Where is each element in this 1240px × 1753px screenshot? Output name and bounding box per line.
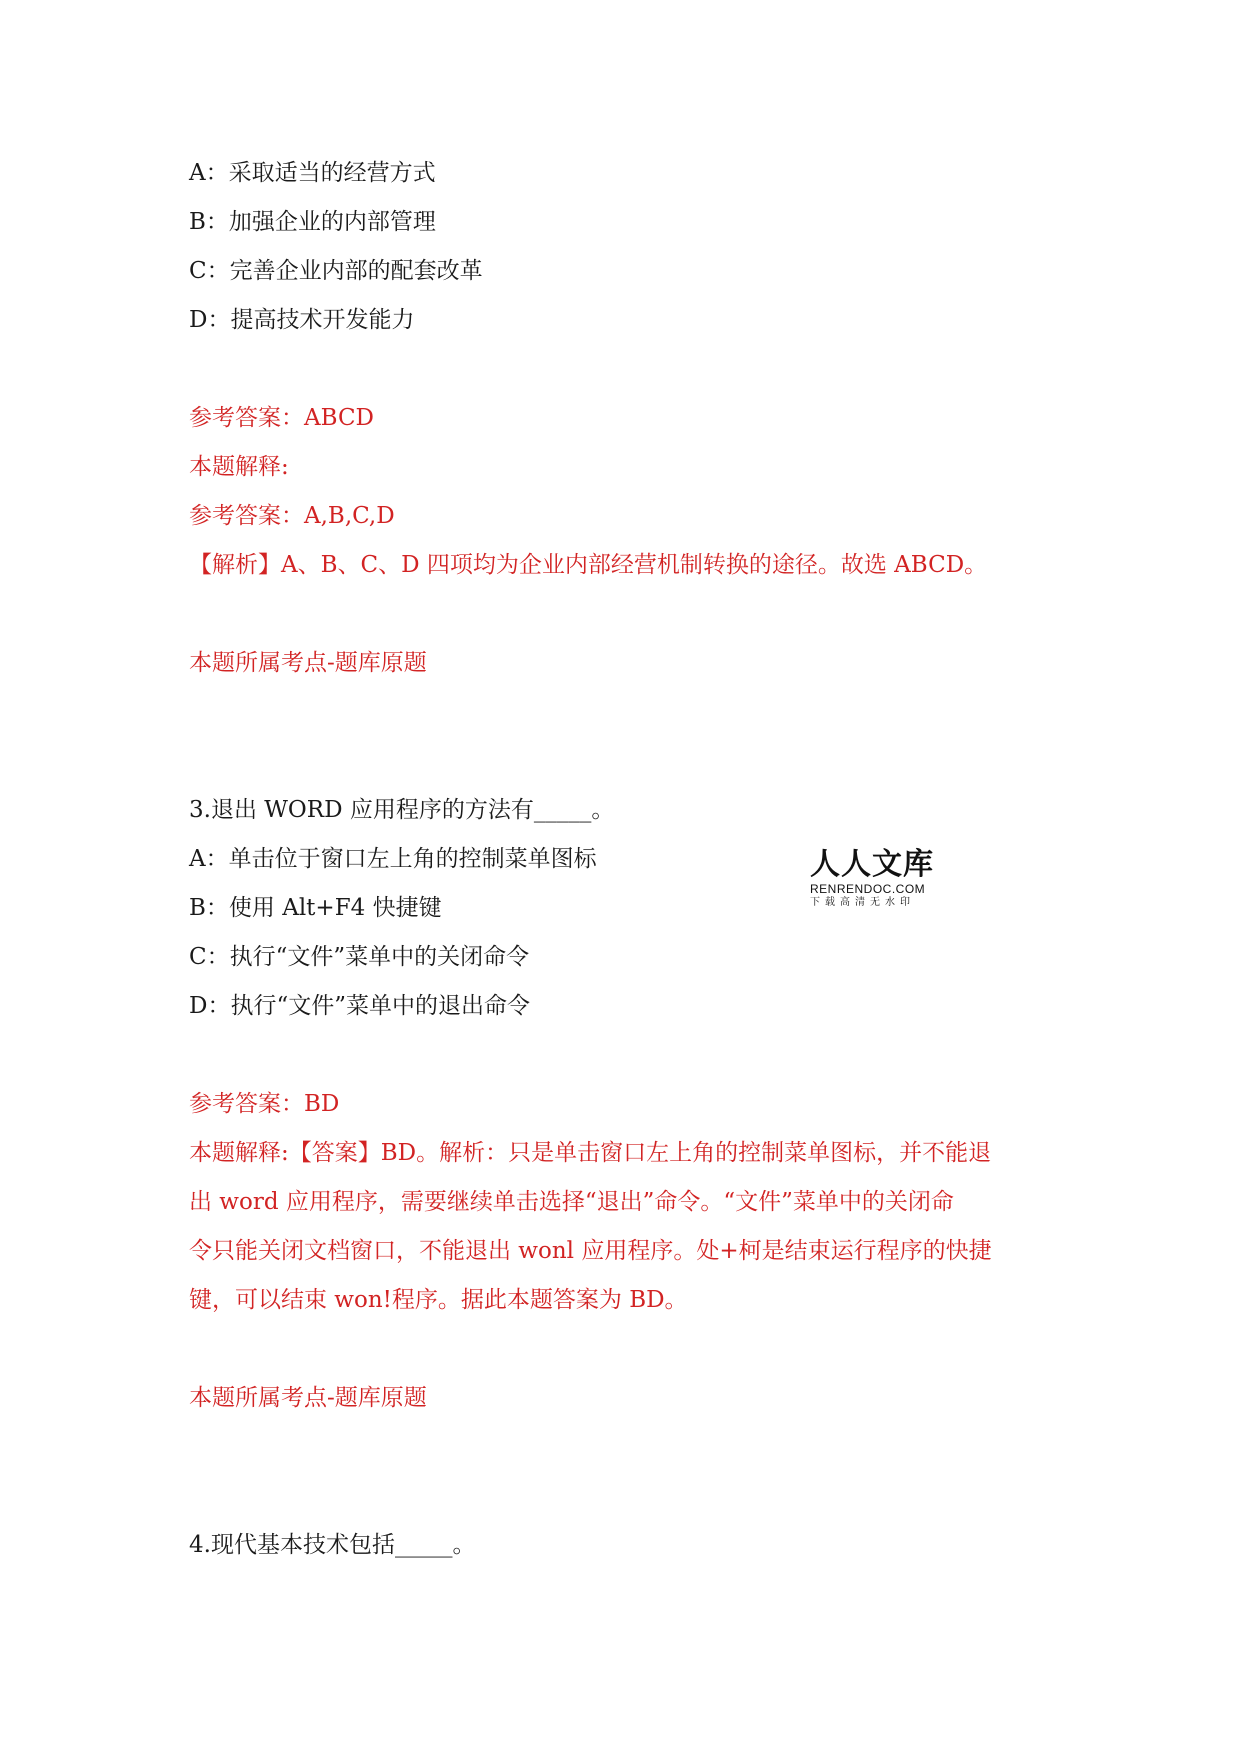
watermark-url: RENRENDOC.COM <box>810 882 926 896</box>
renrendoc-watermark <box>810 848 940 912</box>
q3-explanation-line-2: 出 word 应用程序，需要继续单击选择“退出”命令。“文件”菜单中的关闭命 <box>189 1189 954 1215</box>
watermark-subtitle: 下载高清无水印 <box>810 897 915 908</box>
q2-option-c: C：完善企业内部的配套改革 <box>189 258 483 284</box>
q3-option-b: B：使用 Alt+F4 快捷键 <box>189 895 442 921</box>
q2-analysis: 【解析】A、B、C、D 四项均为企业内部经营机制转换的途径。故选 ABCD。 <box>189 552 988 578</box>
q2-option-d: D：提高技术开发能力 <box>189 307 415 333</box>
q3-question: 3.退出 WORD 应用程序的方法有_____。 <box>189 797 615 823</box>
watermark-title: 人人文库 <box>810 847 934 882</box>
q3-explanation-line-3: 令只能关闭文档窗口，不能退出 wonl 应用程序。处+柯是结束运行程序的快捷 <box>189 1238 992 1264</box>
q3-topic: 本题所属考点-题库原题 <box>189 1385 427 1411</box>
q3-option-a: A：单击位于窗口左上角的控制菜单图标 <box>189 846 597 872</box>
q2-answer-repeat: 参考答案：A,B,C,D <box>189 503 395 529</box>
q3-explanation-line-4: 键，可以结束 won!程序。据此本题答案为 BD。 <box>189 1287 688 1313</box>
q2-option-a: A：采取适当的经营方式 <box>189 160 436 186</box>
q2-explanation-label: 本题解释: <box>189 454 289 480</box>
q3-answer: 参考答案：BD <box>189 1091 340 1117</box>
q3-explanation-line-1: 本题解释:【答案】BD。解析：只是单击窗口左上角的控制菜单图标，并不能退 <box>189 1140 992 1166</box>
q2-option-b: B：加强企业的内部管理 <box>189 209 436 235</box>
q4-question: 4.现代基本技术包括_____。 <box>189 1532 476 1558</box>
q3-option-c: C：执行“文件”菜单中的关闭命令 <box>189 944 530 970</box>
q2-answer: 参考答案：ABCD <box>189 405 374 431</box>
q3-option-d: D：执行“文件”菜单中的退出命令 <box>189 993 530 1019</box>
q2-topic: 本题所属考点-题库原题 <box>189 650 427 676</box>
